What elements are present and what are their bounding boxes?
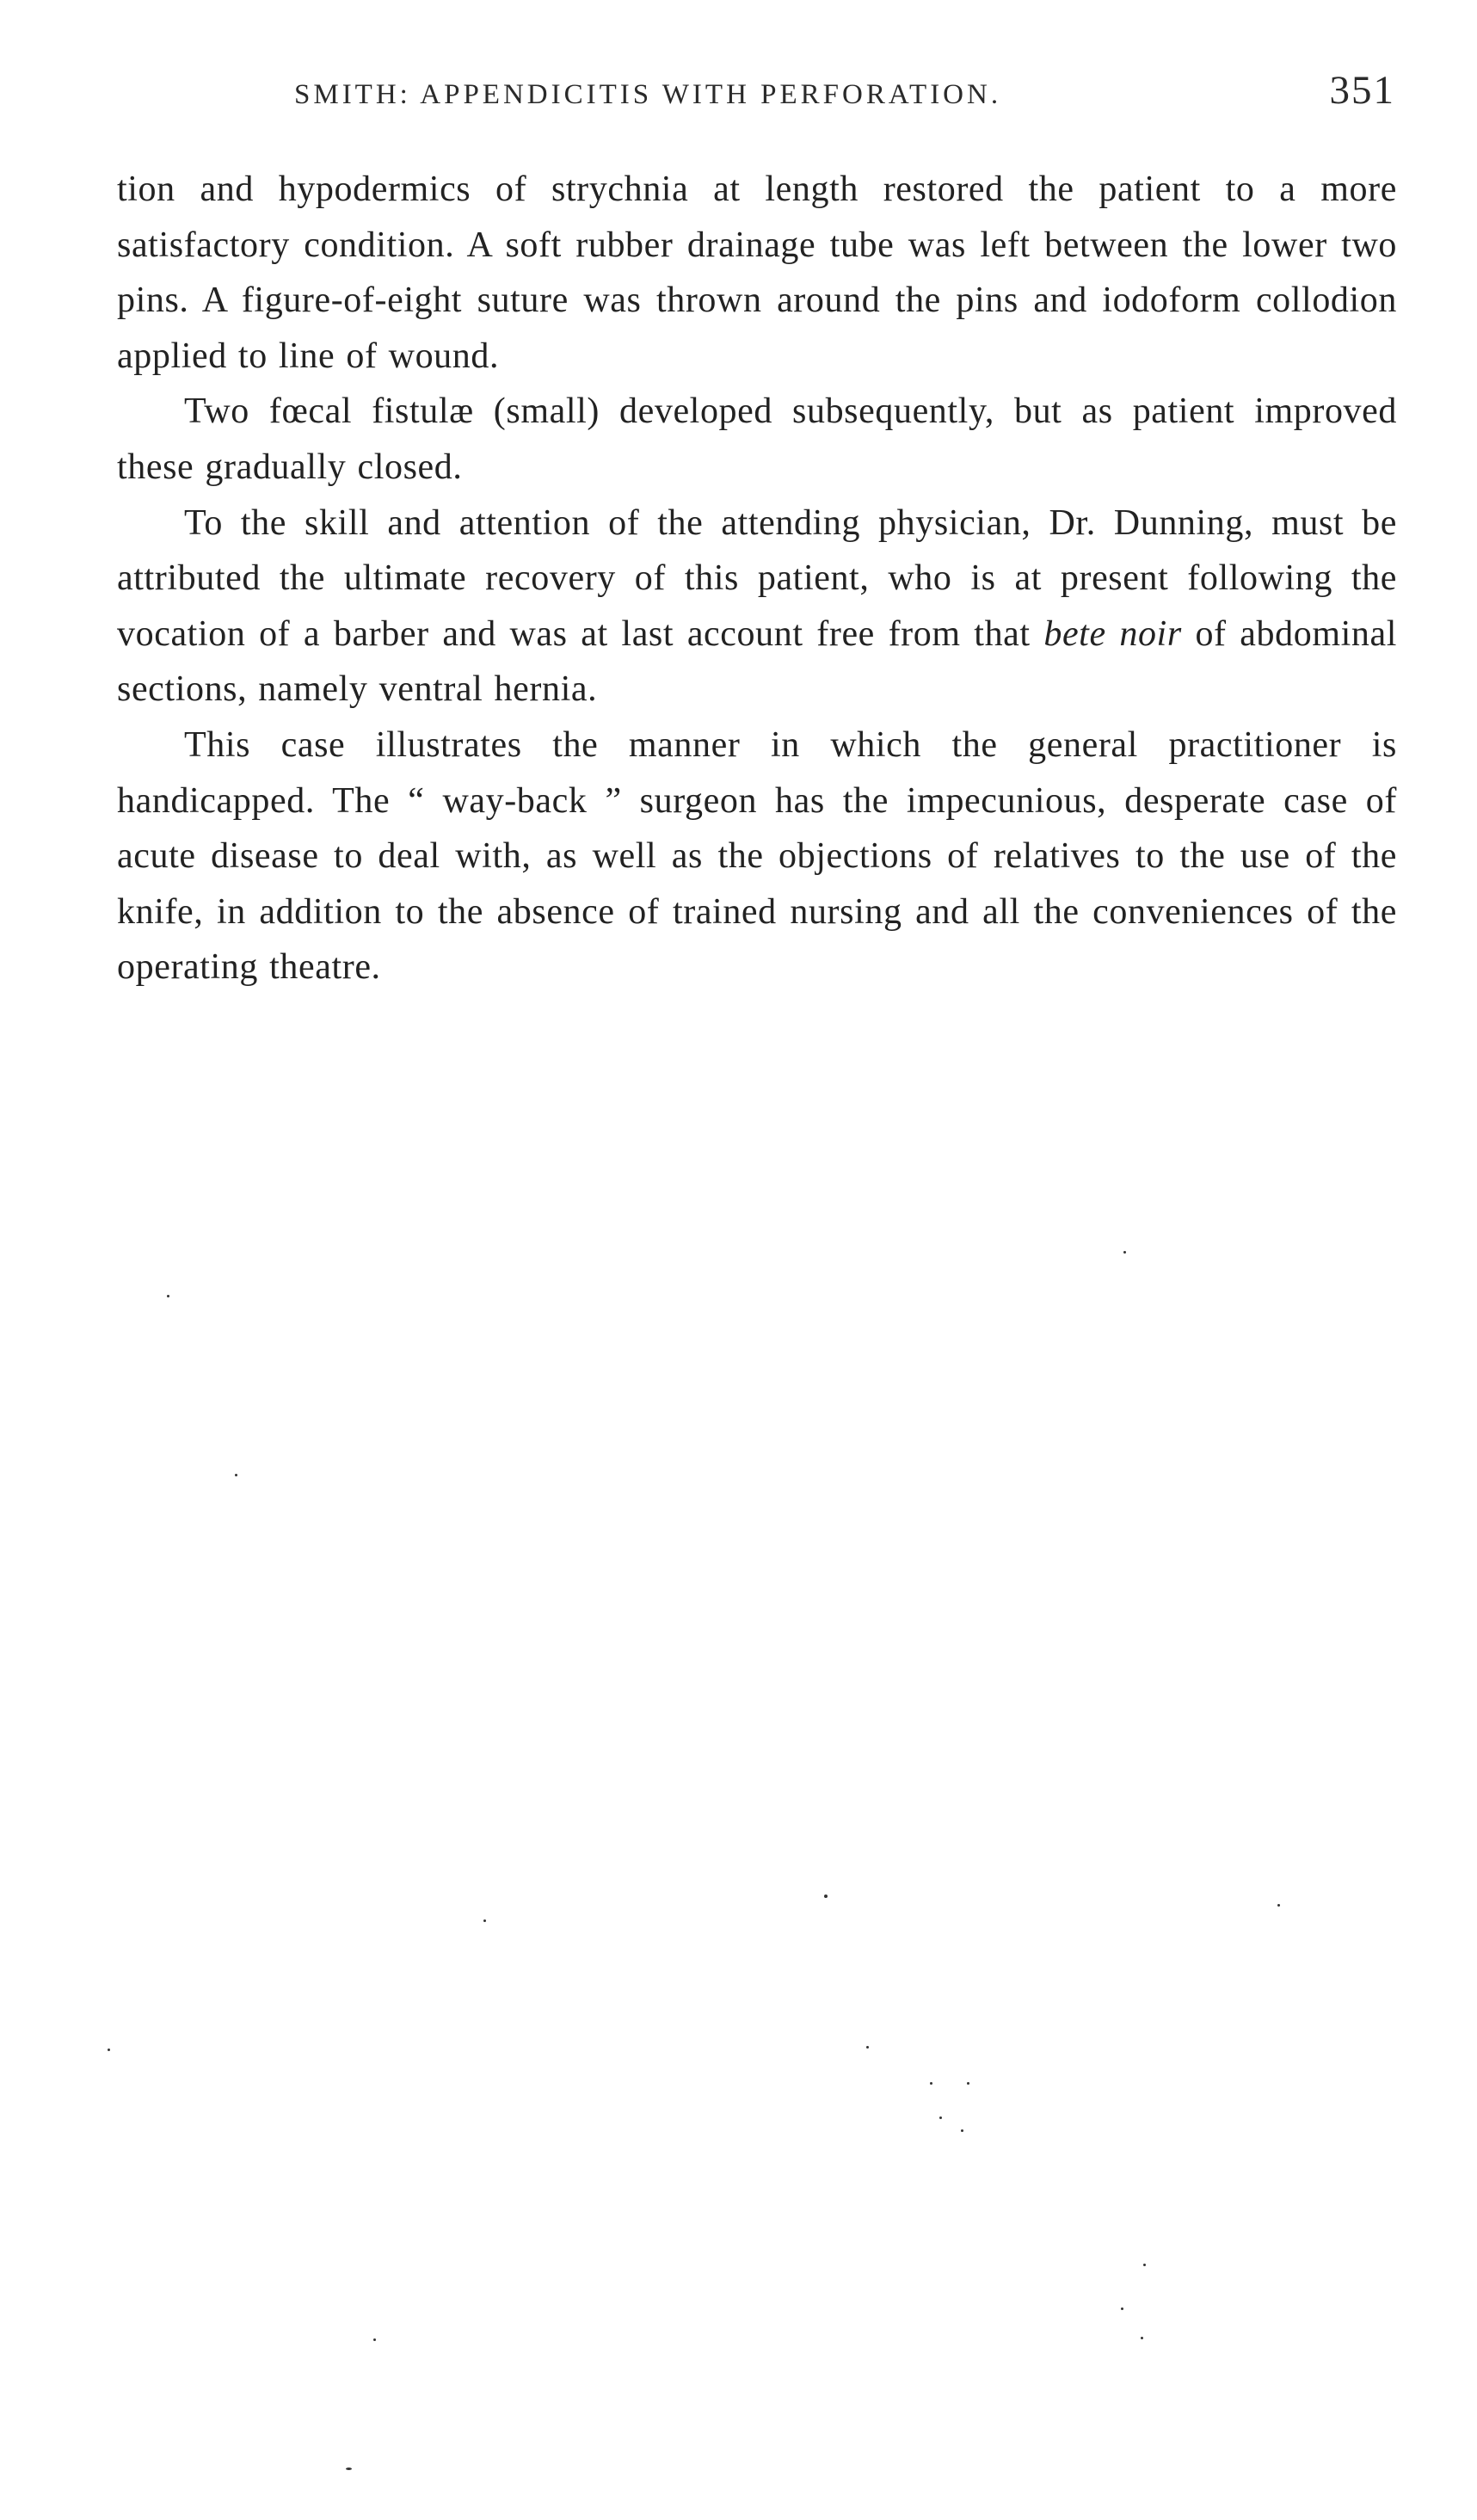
speck [373,2338,376,2341]
speck [167,1295,169,1297]
speck [1141,2337,1143,2339]
speck [108,2049,110,2051]
speck [1121,2307,1123,2310]
speck [346,2468,352,2470]
page-number: 351 [1329,68,1395,113]
paragraph-text: tion and hypodermics of strychnia at length restored the patient to a more satisfactory condition. A soft rubber drainage tube was left between the lower two pins. A figure-of-eight suture was thrown around the pins and iodoform collodion applied to line of wound. [117,169,1397,376]
paragraph-conclusion [117,718,1397,995]
speck [483,1919,486,1922]
paragraph-text: Two fœcal fistulæ (small) developed subsequently, but as patient improved these gradually closed. [117,391,1397,487]
speck [961,2129,963,2132]
speck [1143,2264,1146,2266]
speck [1277,1904,1280,1907]
speck [235,1474,237,1476]
body-text [117,162,1397,995]
paragraph-text: To the skill and attention of the attending physician, Dr. Dunning, must be attributed the ultimate recovery of this patient, who is at present following the vocation of a barber and was at last account free from that [117,502,1397,654]
speck [1123,1251,1126,1254]
speck [967,2082,969,2085]
running-head [294,67,1395,119]
paragraph-recovery [117,496,1397,718]
paragraph-continuation [117,162,1397,384]
speck [930,2082,932,2085]
paragraph-text: of abdominal sections, namely ventral hernia. [117,613,1397,710]
italic-phrase: bete noir [1043,613,1182,654]
running-title: SMITH: APPENDICITIS WITH PERFORATION. [294,79,1002,110]
speck [824,1895,828,1898]
speck [939,2116,942,2119]
paragraph-fistulae [117,384,1397,495]
speck [866,2046,869,2049]
paragraph-text: This case illustrates the manner in which the general practitioner is handicapped. The “ way-back ” surgeon has the impecunious, desperate case of acute disease to deal with, as well as the objections of relatives to the use of the knife, in addition to the absence of trained nursing and all the conveniences of the operating theatre. [117,724,1397,988]
